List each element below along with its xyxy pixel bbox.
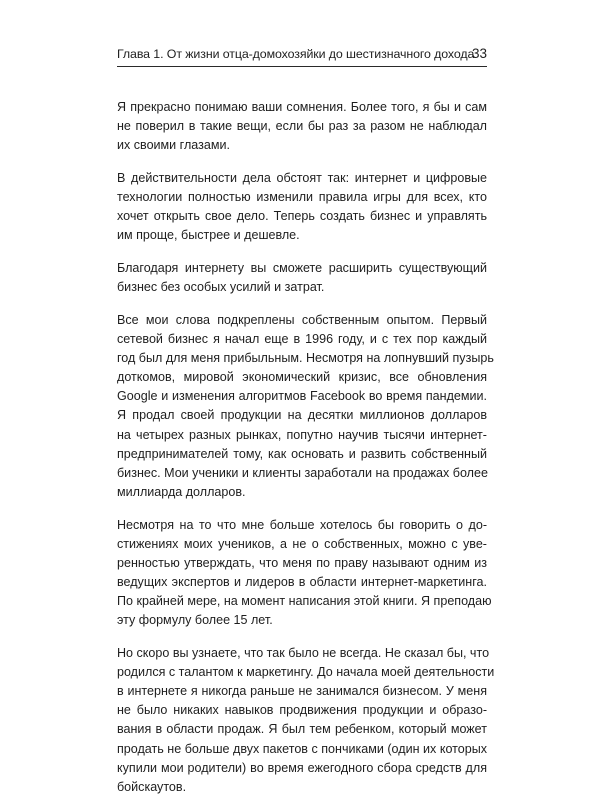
text-line: ренностью утверждать, что меня по праву называют одним из <box>117 555 487 570</box>
page-number: 33 <box>471 46 487 61</box>
paragraph <box>117 169 487 246</box>
text-line: стижениях моих учеников, а не о собственных, можно с уве- <box>117 536 487 551</box>
text-line: Google и изменения алгоритмов Facebook во время пандемии. <box>117 389 487 404</box>
text-line: вания в области продаж. Я был тем ребенком, который может <box>117 722 487 737</box>
paragraph <box>117 516 492 631</box>
text-line: купили мои родители) во время ежегодного сбора средств для <box>117 760 487 775</box>
text-line: По крайней мере, на момент написания этой книги. Я преподаю <box>117 594 492 609</box>
text-line: не было никаких навыков продвижения продукции и образо- <box>117 703 487 718</box>
text-line: продать не больше двух пакетов с пончиками (один их которых <box>117 741 487 756</box>
chapter-title: Глава 1. От жизни отца-домохозяйки до шестизначного дохода <box>117 47 475 61</box>
text-line: доткомов, мировой экономический кризис, все обновления <box>117 370 487 385</box>
text-line: хочет открыть свое дело. Теперь создать бизнес и управлять <box>117 209 487 224</box>
text-line: Все мои слова подкреплены собственным опытом. Первый <box>117 312 487 327</box>
text-line: не поверил в такие вещи, если бы раз за разом не наблюдал <box>117 119 487 134</box>
text-line: Несмотря на то что мне больше хотелось бы говорить о до- <box>117 517 487 532</box>
text-line: технологии полностью изменили правила игры для всех, кто <box>117 190 487 205</box>
body-text <box>117 98 495 811</box>
text-line: бизнес без особых усилий и затрат. <box>117 280 325 295</box>
text-line: бизнес. Мои ученики и клиенты заработали на продажах более <box>117 465 488 480</box>
text-line: В действительности дела обстоят так: интернет и цифровые <box>117 170 487 185</box>
text-line: на четырех разных рынках, попутно научив тысячи интернет- <box>117 427 487 442</box>
paragraph <box>117 98 487 155</box>
text-line: ведущих экспертов и лидеров в области интернет-маркетинга. <box>117 575 487 589</box>
text-line: год был для меня прибыльным. Несмотря на лопнувший пузырь <box>117 350 494 365</box>
text-line: их своими глазами. <box>117 138 230 153</box>
text-line: Но скоро вы узнаете, что так было не всегда. Не сказал бы, что <box>117 645 490 660</box>
paragraph <box>117 311 494 503</box>
text-line: Благодаря интернету вы сможете расширить существующий <box>117 260 487 275</box>
text-line: бойскаутов. <box>117 779 187 794</box>
paragraph <box>117 644 495 797</box>
running-header <box>117 44 487 67</box>
text-line: предпринимателей тому, как основать и развить собственный <box>117 446 487 461</box>
paragraph <box>117 259 487 297</box>
text-line: Я продал своей продукции на десятки миллионов долларов <box>117 408 487 423</box>
text-line: миллиарда долларов. <box>117 484 246 499</box>
text-line: в интернете я никогда раньше не занимался бизнесом. У меня <box>117 684 487 699</box>
text-line: родился с талантом к маркетингу. До начала моей деятельности <box>117 665 495 680</box>
text-line: им проще, быстрее и дешевле. <box>117 228 300 243</box>
text-line: эту формулу более 15 лет. <box>117 613 273 628</box>
text-line: сетевой бизнес я начал еще в 1996 году, и с тех пор каждый <box>117 331 487 346</box>
text-line: Я прекрасно понимаю ваши сомнения. Более того, я бы и сам <box>117 100 487 114</box>
